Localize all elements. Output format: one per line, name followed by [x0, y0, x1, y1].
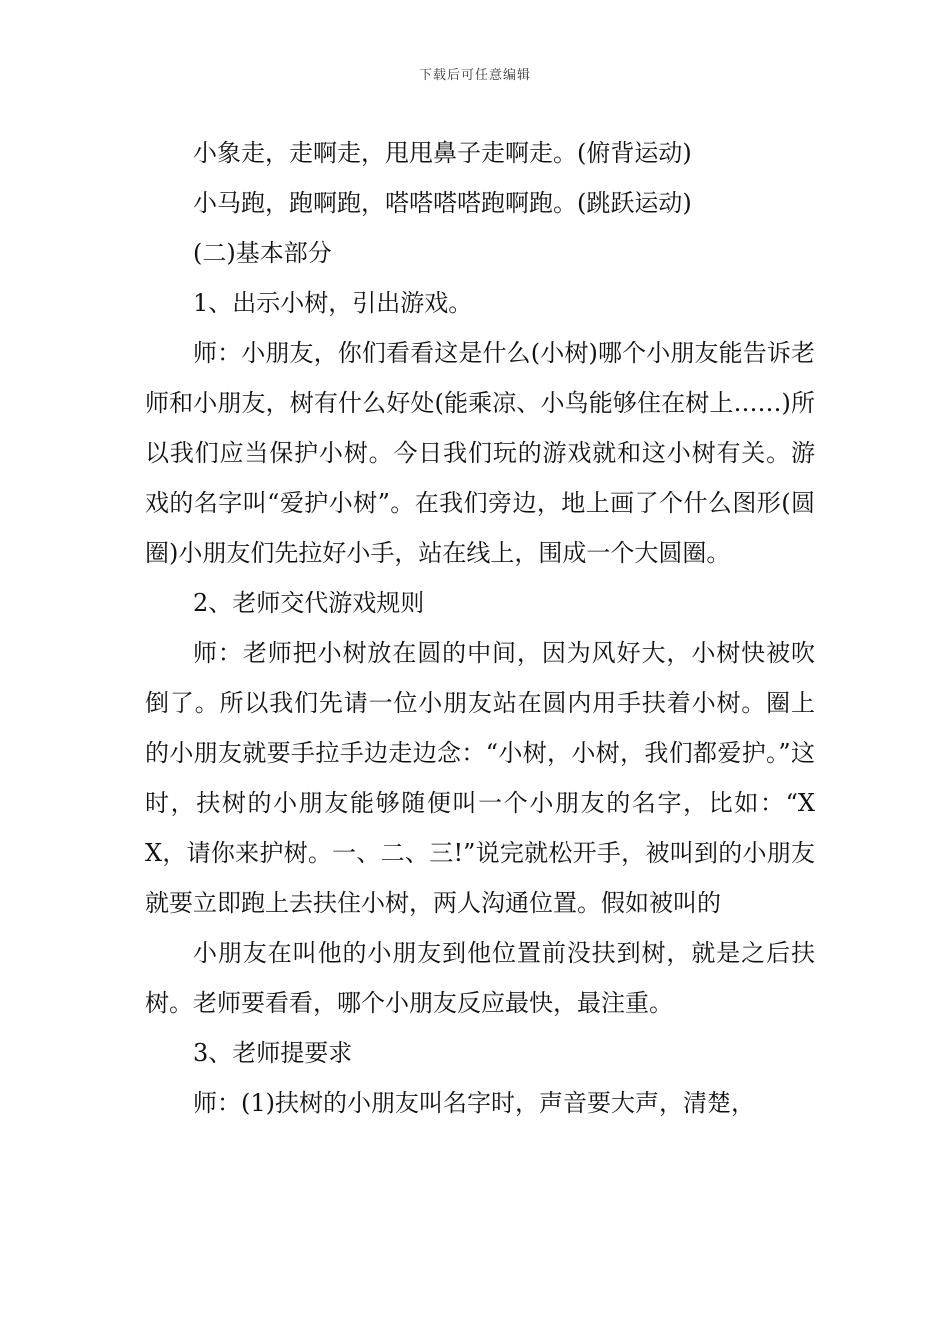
section-heading-basic-part: (二)基本部分: [193, 239, 332, 267]
paragraph-elephant-rhyme: 小象走，走啊走，甩甩鼻子走啊走。(俯背运动): [193, 139, 692, 167]
step-heading-show-tree: 1、出示小树，引出游戏。: [193, 289, 473, 317]
paragraph-game-rules: 师：老师把小树放在圆的中间，因为风好大，小树快被吹倒了。所以我们先请一位小朋友站在圆内用手扶着小树。圈上的小朋友就要手拉手边走边念：“小树，小树，我们都爱护。”这时，扶树的小朋友能够随便叫一个小朋友的名字，比如：“XX，请你来护树。一、二、三!”说完就松开手，被叫到的小朋友就要立即跑上去扶住小树，两人沟通位置。假如被叫的: [145, 639, 815, 917]
step-heading-game-rules: 2、老师交代游戏规则: [193, 589, 425, 617]
paragraph-horse-rhyme: 小马跑，跑啊跑，嗒嗒嗒嗒跑啊跑。(跳跃运动): [193, 189, 692, 217]
paragraph-requirement-one: 师：(1)扶树的小朋友叫名字时，声音要大声，清楚，: [193, 1089, 755, 1117]
paragraph-teacher-intro: 师：小朋友，你们看看这是什么(小树)哪个小朋友能告诉老师和小朋友，树有什么好处(能乘凉、小鸟能够住在树上……)所以我们应当保护小树。今日我们玩的游戏就和这小树有关。游戏的名字叫“爱护小树”。在我们旁边，地上画了个什么图形(圆圈)小朋友们先拉好小手，站在线上，围成一个大圆圈。: [145, 339, 815, 567]
paragraph-rules-continued: 小朋友在叫他的小朋友到他位置前没扶到树，就是之后扶树。老师要看看，哪个小朋友反应最快，最注重。: [145, 939, 815, 1017]
step-heading-requirements: 3、老师提要求: [193, 1039, 353, 1067]
document-body: [145, 128, 815, 1128]
page-header: 下载后可任意编辑: [418, 68, 531, 83]
